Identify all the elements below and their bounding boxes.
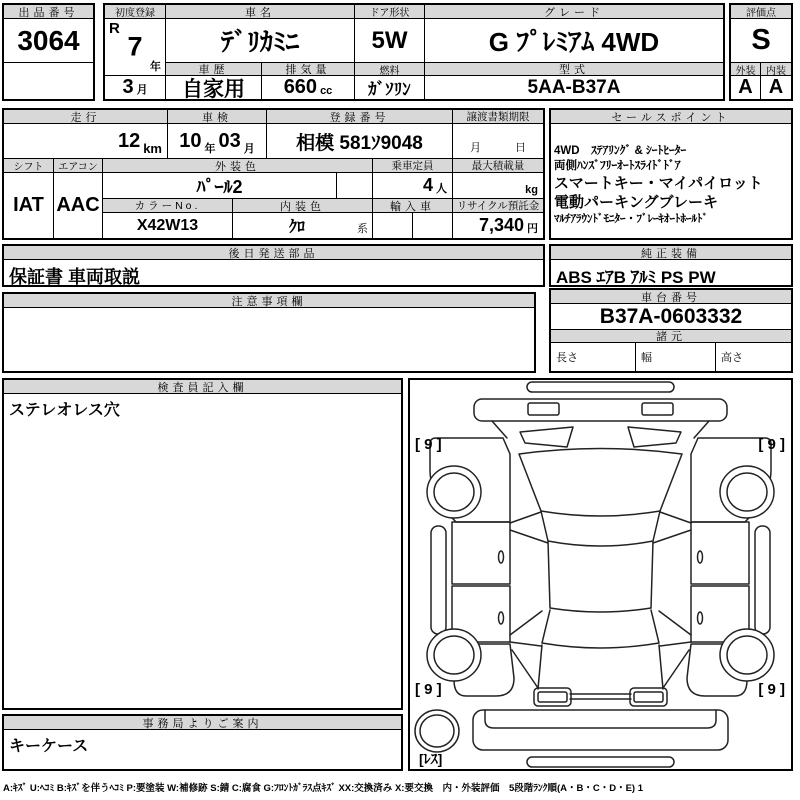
int-color-label: 内装色	[233, 199, 373, 213]
oem-equipment-box	[549, 244, 793, 287]
inspector-notes-value: ステレオレス穴	[9, 402, 120, 419]
auction-number-label: 出品番号	[4, 5, 93, 19]
max-load-label: 最大積載量	[453, 159, 543, 173]
model-code-value: 5AA-B37A	[527, 76, 621, 98]
office-notice-label: 事務局よりご案内	[4, 716, 401, 730]
door-shape-value: 5W	[355, 19, 425, 63]
aircon-label: エアコン	[54, 159, 103, 173]
transfer-docs-label: 譲渡書類期限	[453, 110, 543, 124]
mileage-value-cell	[4, 124, 168, 159]
shift-label: シフト	[4, 159, 54, 173]
score-value: S	[731, 19, 791, 63]
fuel-value: ｶﾞｿﾘﾝ	[355, 76, 425, 99]
car-outline-diagram	[410, 380, 791, 769]
inspector-notes-label: 検査員記入欄	[4, 380, 401, 394]
first-registration-month: 3	[122, 76, 134, 98]
ext-color-empty-cell	[337, 173, 373, 199]
import-car-empty-cell-1	[373, 213, 413, 238]
door-shape-label: ドア形状	[355, 5, 425, 19]
registration-details-box	[2, 108, 545, 240]
year-unit: 年	[150, 61, 161, 73]
aircon-value: AAC	[54, 173, 103, 238]
inspection-label: 車検	[168, 110, 267, 124]
later-shipped-parts-value: 保証書 車両取説	[9, 267, 141, 285]
history-value: 自家用	[166, 76, 262, 99]
grade-label: グレード	[425, 5, 723, 19]
oem-equipment-value: ABS ｴｱB ｱﾙﾐ PS PW	[556, 268, 716, 285]
chassis-number-box	[549, 288, 793, 373]
capacity-unit: 人	[436, 183, 447, 195]
month-unit: 月	[136, 84, 148, 96]
auction-number-empty-cell	[4, 63, 93, 99]
capacity-cell	[373, 173, 453, 199]
inspector-notes-box	[2, 378, 403, 710]
damage-code-legend: A:ｷｽﾞ U:ﾍｺﾐ B:ｷｽﾞを伴うﾍｺﾐ P:要塗装 W:補修跡 S:錆 C:腐食 G:ﾌﾛﾝﾄｶﾞﾗｽ点ｷｽﾞ XX:交換済み X:要交換 内・外装評価 5段階ﾗﾝｸ順(A・B・C・D・E) 1	[3, 783, 644, 794]
mileage-label: 走行	[4, 110, 168, 124]
auction-number-value: 3064	[4, 19, 93, 63]
grade-value: G ﾌﾟﾚﾐｱﾑ 4WD	[425, 19, 723, 63]
color-no-label: カラーNo.	[103, 199, 233, 213]
inspection-value-cell	[168, 124, 267, 159]
car-name-label: 車名	[166, 5, 355, 19]
int-color-cell	[233, 213, 373, 238]
sales-point-line: 4WD ｽﾃｱﾘﾝｸﾞ & ｼｰﾄﾋｰﾀｰ	[554, 145, 687, 157]
inspection-month: 03	[218, 129, 241, 152]
score-box	[729, 3, 793, 101]
recycle-value: 7,340	[478, 215, 524, 235]
chassis-number-label: 車台番号	[551, 290, 791, 304]
displacement-cell	[262, 76, 355, 99]
office-notice-box	[2, 714, 403, 771]
sales-points-label: セールスポイント	[551, 110, 791, 124]
sales-points-body	[551, 124, 791, 238]
tire-mark-front-right: [ 9 ]	[758, 436, 785, 453]
transfer-docs-cell	[453, 124, 543, 159]
recycle-unit: 円	[527, 223, 538, 235]
specs-label: 諸元	[551, 330, 791, 343]
sales-points-box	[549, 108, 793, 240]
interior-label: 内装	[761, 63, 791, 76]
reg-number-label: 登録番号	[267, 110, 453, 124]
inspection-year: 10	[179, 129, 202, 152]
displacement-label: 排気量	[262, 63, 355, 76]
transfer-day-label: 日	[515, 142, 526, 154]
ext-color-label: 外装色	[103, 159, 373, 173]
int-color-suffix: 系	[356, 223, 368, 235]
capacity-label: 乗車定員	[373, 159, 453, 173]
color-no-value: X42W13	[103, 213, 233, 238]
interior-grade: A	[768, 76, 784, 98]
displacement-unit: cc	[320, 85, 333, 97]
first-registration-year-cell	[105, 19, 166, 76]
auction-number-box	[2, 3, 95, 101]
tire-mark-front-left: [ 9 ]	[415, 436, 442, 453]
reg-number-value: 相模 581ｿ9048	[267, 124, 453, 159]
spare-tire-mark: [ﾚｽ]	[419, 751, 443, 767]
exterior-label: 外装	[731, 63, 761, 76]
capacity-value: 4	[422, 175, 433, 195]
exterior-grade: A	[731, 76, 761, 99]
ext-color-value: ﾊﾟｰﾙ2	[103, 173, 337, 199]
first-registration-month-cell	[105, 76, 166, 99]
fuel-label: 燃料	[355, 63, 425, 76]
height-label: 高さ	[721, 352, 743, 364]
recycle-cell	[453, 213, 543, 238]
notes-value	[4, 308, 534, 371]
car-name-value: ﾃﾞﾘｶﾐﾆ	[166, 19, 355, 63]
tire-mark-rear-right: [ 9 ]	[758, 681, 785, 698]
inspection-year-unit: 年	[204, 143, 216, 155]
sales-point-line: スマートキー・マイパイロット	[554, 175, 763, 192]
max-load-cell	[453, 173, 543, 199]
office-notice-value: キーケース	[9, 738, 89, 755]
notes-box	[2, 292, 536, 373]
shift-value: IAT	[4, 173, 54, 238]
mileage-unit: km	[143, 141, 162, 156]
length-label: 長さ	[551, 343, 636, 371]
displacement-value: 660	[283, 76, 318, 98]
oem-equipment-label: 純正装備	[551, 246, 791, 260]
specs-row	[551, 343, 791, 371]
inspection-month-unit: 月	[243, 143, 255, 155]
car-diagram-box	[408, 378, 793, 771]
tire-mark-rear-left: [ 9 ]	[415, 681, 442, 698]
history-label: 車歴	[166, 63, 262, 76]
era-letter: R	[109, 20, 120, 37]
sales-point-line: 電動パーキングブレーキ	[554, 194, 718, 211]
chassis-number-value: B37A-0603332	[551, 304, 791, 330]
int-color-value: ｸﾛ	[288, 219, 305, 236]
import-car-empty-cell-2	[413, 213, 453, 238]
vehicle-header-box	[103, 3, 725, 101]
score-label: 評価点	[731, 5, 791, 19]
notes-label: 注意事項欄	[4, 294, 534, 308]
max-load-unit: kg	[525, 184, 538, 196]
mileage-value: 12	[117, 129, 141, 152]
first-registration-year: 7	[127, 31, 143, 62]
sales-point-line: ﾏﾙﾁｱﾗｳﾝﾄﾞﾓﾆﾀｰ・ﾌﾞﾚｰｷｵｰﾄﾎｰﾙﾄﾞ	[554, 213, 708, 225]
import-car-label: 輸入車	[373, 199, 453, 213]
recycle-label: リサイクル預託金	[453, 199, 543, 213]
width-label: 幅	[636, 343, 716, 371]
sales-point-line: 両側ﾊﾝｽﾞﾌﾘｰｵｰﾄｽﾗｲﾄﾞﾄﾞｱ	[554, 160, 681, 172]
model-code-label: 型式	[425, 63, 723, 76]
later-shipped-parts-label: 後日発送部品	[4, 246, 543, 260]
later-shipped-parts-box	[2, 244, 545, 287]
first-registration-label: 初度登録	[105, 5, 166, 19]
transfer-month-label: 月	[470, 142, 481, 154]
